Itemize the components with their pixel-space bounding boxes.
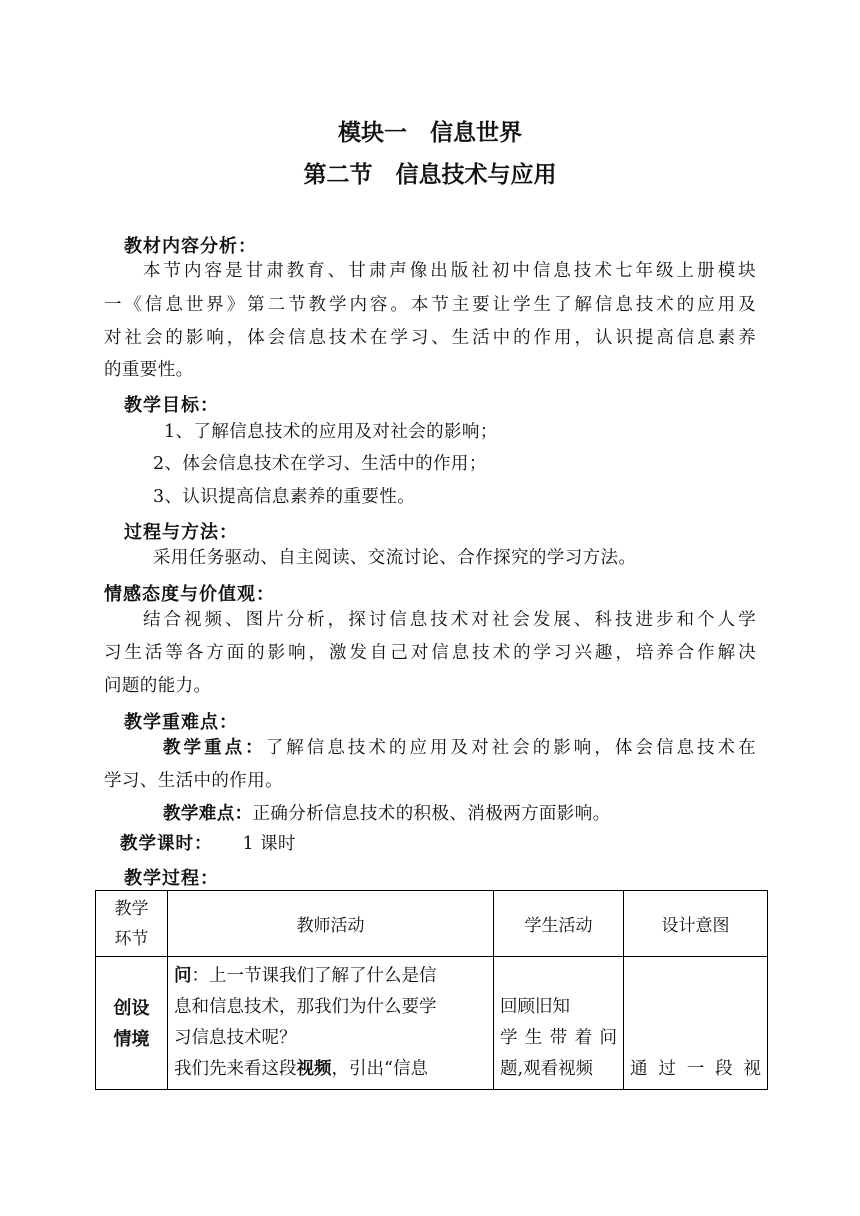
section-title: 第二节 信息技术与应用	[303, 162, 557, 188]
attitude-line-3: 问题的能力。	[104, 676, 212, 696]
teacher-activity-cell: 问：上一节课我们了解了什么是信 息和信息技术，那我们为什么要学 习信息技术呢？ 我们先来看这段视频，引出“信息	[168, 957, 494, 1090]
header-student: 学生活动	[494, 891, 624, 957]
content-analysis-line-3: 对社会的影响，体会信息技术在学习、生活中的作用，认识提高信息素养	[104, 328, 756, 348]
header-teacher: 教师活动	[168, 891, 494, 957]
header-intent: 设计意图	[624, 891, 768, 957]
key-point-line-2: 学习、生活中的作用。	[104, 771, 283, 791]
goals-heading: 教学目标：	[124, 395, 219, 416]
attitude-line-2: 习生活等各方面的影响，激发自己对信息技术的学习兴趣，培养合作解决	[104, 643, 756, 663]
class-hours-value: 1 课时	[242, 834, 296, 854]
difficult-point: 教学难点：正确分析信息技术的积极、消极两方面影响。	[163, 804, 611, 824]
attitude-heading: 情感态度与价值观：	[104, 584, 275, 605]
header-stage: 教学环节	[96, 891, 168, 957]
table-row	[96, 957, 768, 1090]
table-header-row	[96, 891, 768, 957]
stage-cell: 创设情境	[96, 957, 168, 1090]
class-hours	[120, 828, 296, 861]
key-point-label: 教学重点：	[163, 738, 266, 758]
process-heading: 教学过程：	[124, 868, 219, 889]
methods-heading: 过程与方法：	[124, 522, 238, 543]
difficult-point-label: 教学难点：	[163, 804, 253, 824]
key-point-line-1: 教学重点：了解信息技术的应用及对社会的影响，体会信息技术在	[163, 738, 756, 758]
teaching-process-table	[95, 890, 768, 1090]
attitude-line-1: 结合视频、图片分析，探讨信息技术对社会发展、科技进步和个人学	[143, 610, 756, 630]
goal-item: 2、体会信息技术在学习、生活中的作用；	[153, 454, 487, 474]
design-intent-cell: 通 过 一 段 视	[624, 957, 768, 1090]
content-analysis-heading: 教材内容分析：	[124, 236, 257, 257]
module-title: 模块一 信息世界	[338, 120, 522, 146]
content-analysis-line-4: 的重要性。	[104, 360, 194, 380]
methods-text: 采用任务驱动、自主阅读、交流讨论、合作探究的学习方法。	[153, 548, 637, 568]
student-activity-cell: 回顾旧知 学生带着问 题,观看视频	[494, 957, 624, 1090]
content-analysis-line-1: 本节内容是甘肃教育、甘肃声像出版社初中信息技术七年级上册模块	[143, 261, 756, 281]
goal-item: 3、认识提高信息素养的重要性。	[153, 487, 416, 507]
goal-item: 1、了解信息技术的应用及对社会的影响；	[164, 422, 498, 442]
class-hours-label: 教学课时：	[120, 834, 213, 854]
content-analysis-line-2: 一《信息世界》第二节教学内容。本节主要让学生了解信息技术的应用及	[104, 295, 756, 315]
key-difficult-heading: 教学重难点：	[124, 712, 238, 733]
